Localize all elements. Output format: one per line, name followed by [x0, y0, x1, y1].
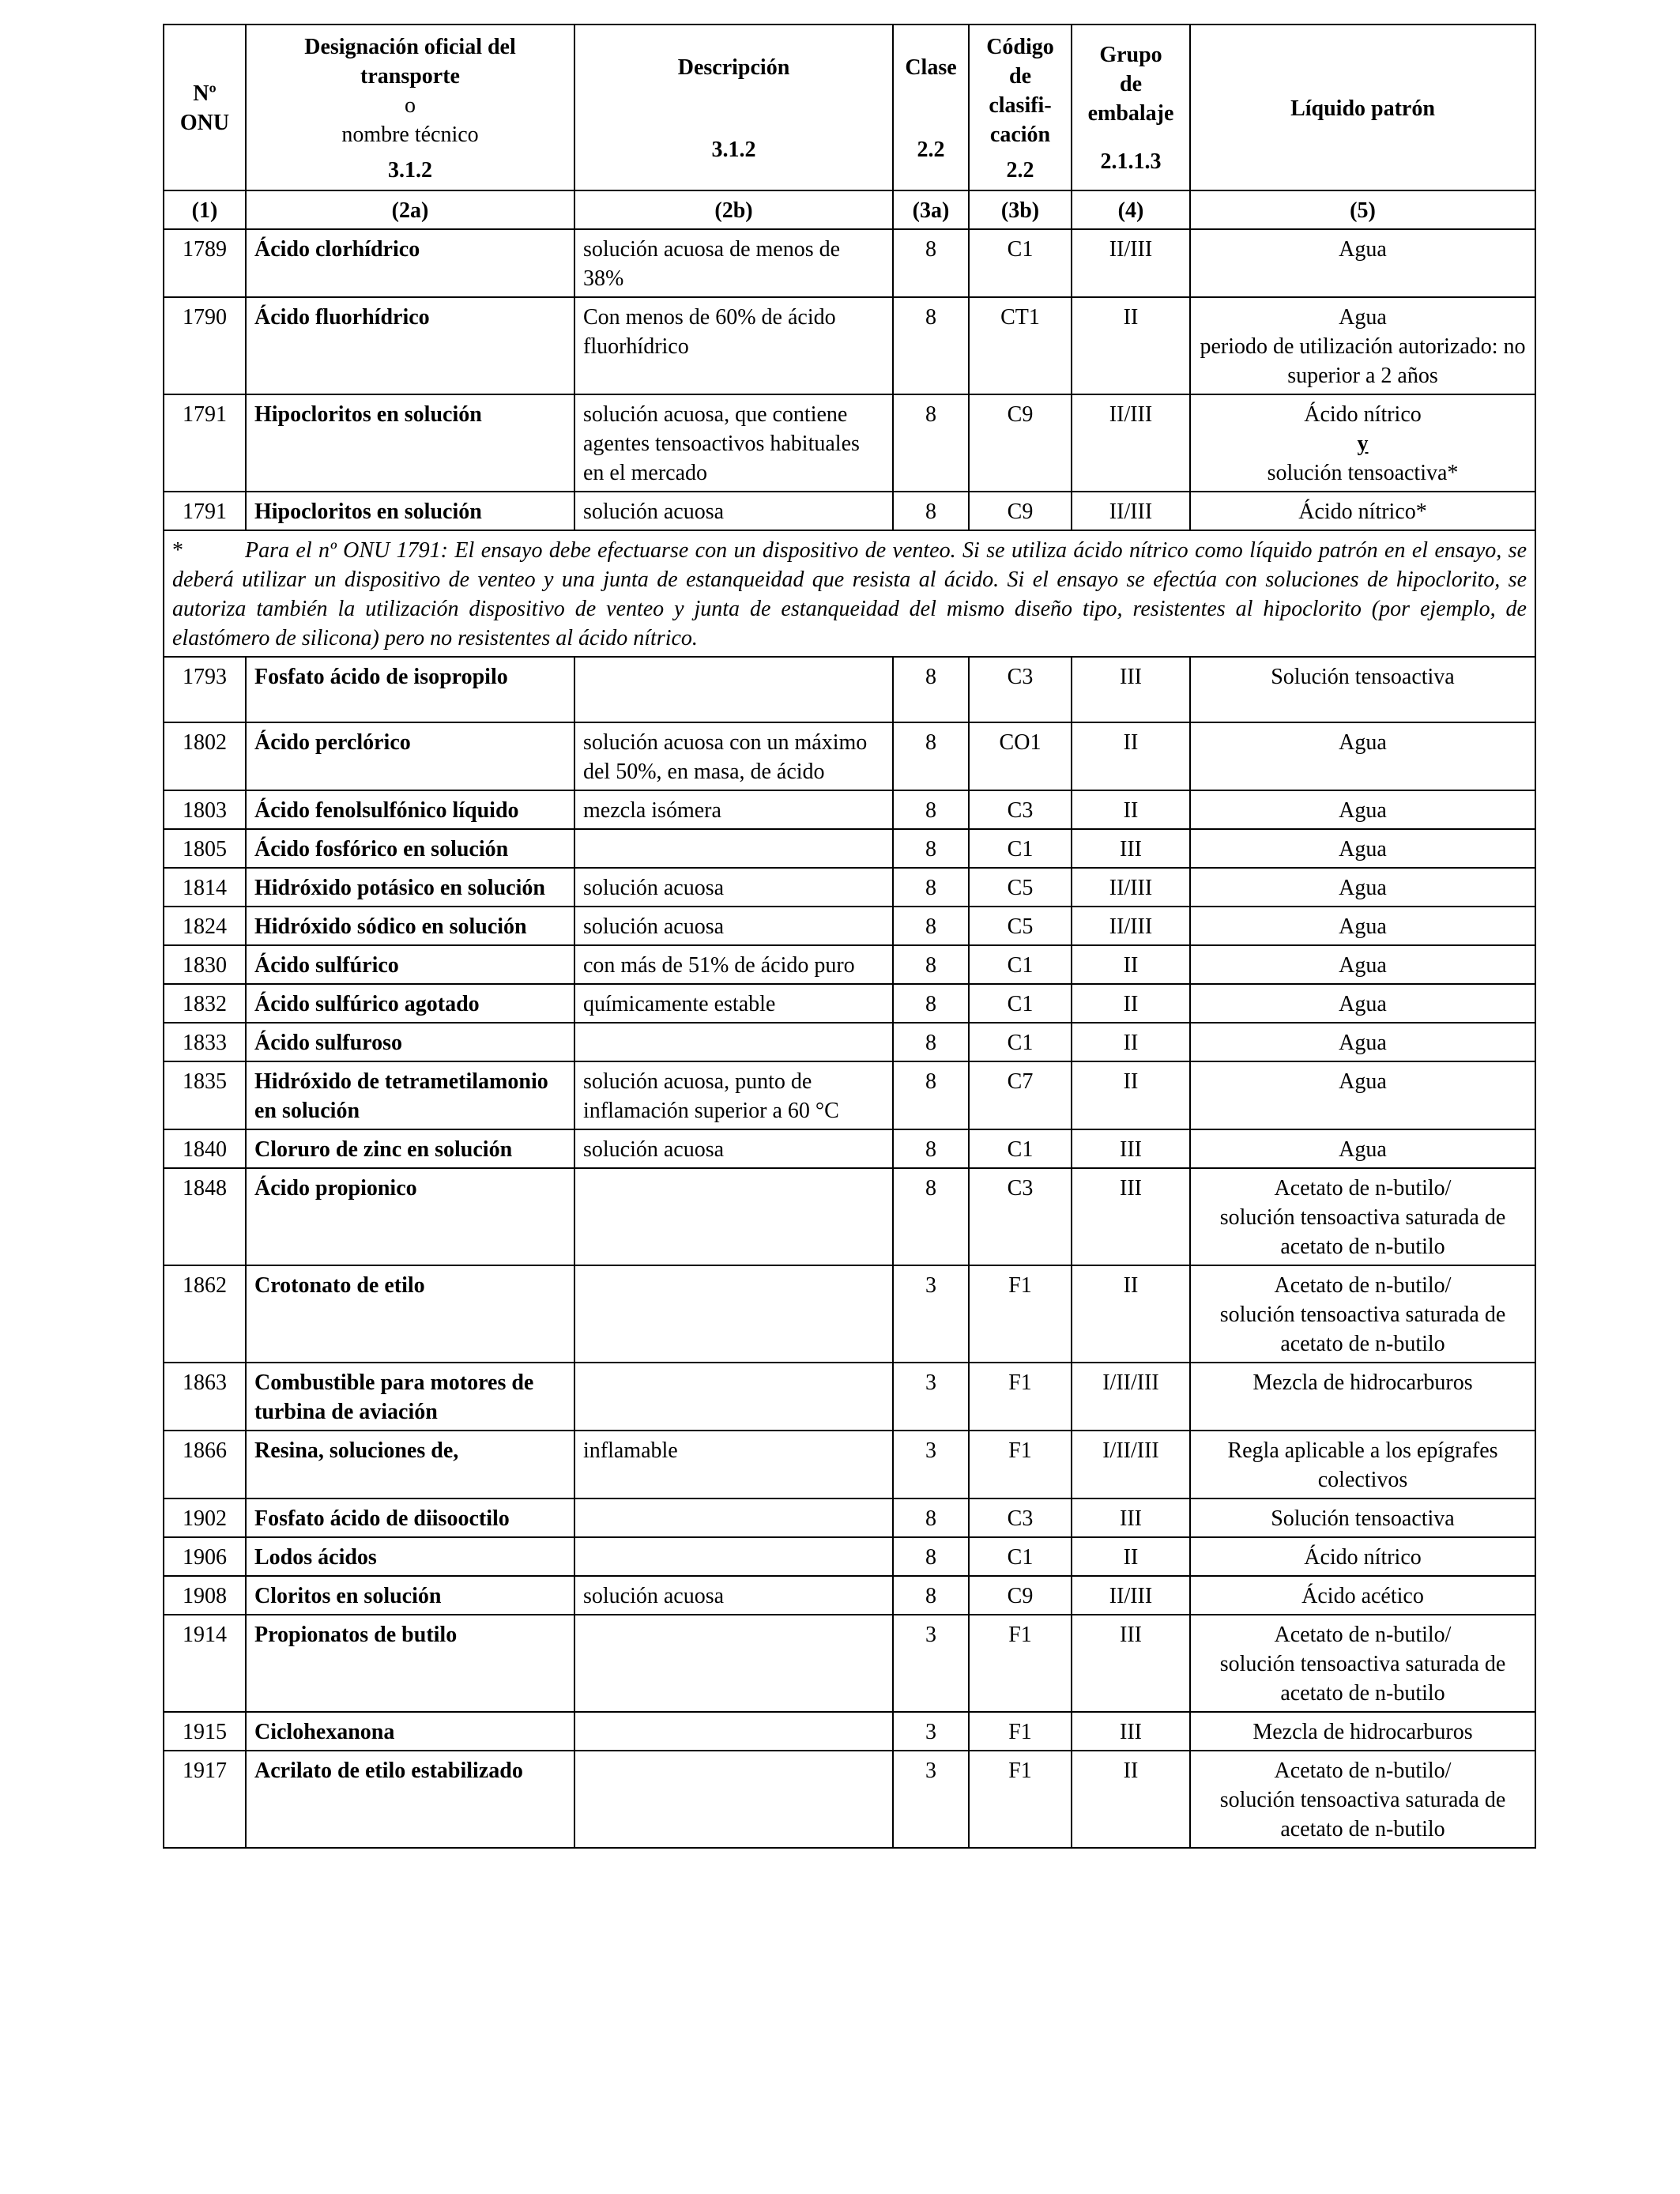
cell-clase: 3: [893, 1751, 969, 1848]
liquido-line: Agua: [1339, 914, 1387, 939]
liquido-line: solución tensoactiva saturada de acetato de n-butilo: [1219, 1652, 1506, 1706]
cell-grupo: II: [1072, 1537, 1190, 1576]
note-row: [164, 530, 1535, 657]
col-num: (2a): [246, 190, 574, 229]
liquido-line: Solución tensoactiva: [1271, 1506, 1455, 1531]
cell-codigo: C9: [969, 1576, 1072, 1615]
cell-clase: 3: [893, 1712, 969, 1751]
cell-codigo: F1: [969, 1431, 1072, 1498]
cell-designacion: Cloritos en solución: [246, 1576, 574, 1615]
cell-grupo: III: [1072, 1129, 1190, 1168]
liquido-line: Acetato de n-butilo/: [1274, 1273, 1452, 1298]
cell-codigo: C1: [969, 1537, 1072, 1576]
cell-descripcion: solución acuosa de menos de 38%: [574, 229, 893, 297]
footnote-marker: *: [172, 538, 183, 563]
cell-designacion: Fosfato ácido de isopropilo: [246, 657, 574, 722]
cell-descripcion: [574, 1712, 893, 1751]
cell-liquido: [1190, 1129, 1535, 1168]
table-row: [164, 829, 1535, 868]
cell-designacion: Ácido sulfúrico: [246, 945, 574, 984]
cell-designacion: Hidróxido potásico en solución: [246, 868, 574, 907]
cell-designacion: Ciclohexanona: [246, 1712, 574, 1751]
cell-grupo: II/III: [1072, 868, 1190, 907]
dangerous-goods-table: [163, 24, 1536, 1849]
cell-grupo: II: [1072, 1751, 1190, 1848]
header-descripcion: Descripción 3.1.2: [574, 25, 893, 190]
cell-grupo: II/III: [1072, 492, 1190, 530]
table-row: [164, 1265, 1535, 1363]
cell-grupo: II/III: [1072, 907, 1190, 945]
header-row: [164, 25, 1535, 190]
cell-onu: 1791: [164, 492, 246, 530]
cell-liquido: [1190, 945, 1535, 984]
liquido-line: solución tensoactiva saturada de acetato de n-butilo: [1219, 1205, 1506, 1259]
cell-grupo: II: [1072, 984, 1190, 1023]
col-num: (2b): [574, 190, 893, 229]
liquido-line: Solución tensoactiva: [1271, 665, 1455, 689]
col-num: (5): [1190, 190, 1535, 229]
cell-grupo: III: [1072, 1498, 1190, 1537]
header-designacion: Designación oficial del transporte o nombre técnico 3.1.2: [246, 25, 574, 190]
cell-clase: 3: [893, 1363, 969, 1431]
cell-liquido: [1190, 1537, 1535, 1576]
cell-designacion: Ácido fenolsulfónico líquido: [246, 790, 574, 829]
cell-designacion: Hidróxido sódico en solución: [246, 907, 574, 945]
cell-codigo: F1: [969, 1751, 1072, 1848]
cell-clase: 8: [893, 1129, 969, 1168]
cell-liquido: [1190, 722, 1535, 790]
cell-liquido: [1190, 1498, 1535, 1537]
liquido-line: Acetato de n-butilo/: [1274, 1623, 1452, 1647]
cell-designacion: Hidróxido de tetrametilamonio en solución: [246, 1061, 574, 1129]
cell-onu: 1832: [164, 984, 246, 1023]
cell-codigo: F1: [969, 1615, 1072, 1712]
liquido-line: Agua: [1339, 992, 1387, 1016]
cell-grupo: III: [1072, 1168, 1190, 1265]
liquido-line: Agua: [1339, 837, 1387, 861]
cell-codigo: C9: [969, 492, 1072, 530]
cell-onu: 1914: [164, 1615, 246, 1712]
cell-clase: 8: [893, 297, 969, 394]
cell-clase: 8: [893, 1061, 969, 1129]
cell-grupo: I/II/III: [1072, 1363, 1190, 1431]
cell-liquido: [1190, 1712, 1535, 1751]
table-row: [164, 945, 1535, 984]
cell-liquido: [1190, 907, 1535, 945]
cell-codigo: F1: [969, 1265, 1072, 1363]
cell-designacion: Cloruro de zinc en solución: [246, 1129, 574, 1168]
footnote-text: Para el nº ONU 1791: El ensayo debe efectuarse con un dispositivo de venteo. Si se utiliza ácido nítrico como líquido patrón en el ensayo, se deberá utilizar un dispositivo de venteo y una junta de estanqueidad que resista al ácido. Si el ensayo se efectúa con soluciones de hipoclorito, se autoriza también la utilización dispositivo de venteo y junta de estanqueidad del mismo diseño tipo, resistentes al hipoclorito (por ejemplo, de elastómero de silicona) pero no resistentes al ácido nítrico.: [172, 538, 1527, 650]
cell-codigo: F1: [969, 1363, 1072, 1431]
table-row: [164, 1712, 1535, 1751]
cell-grupo: III: [1072, 657, 1190, 722]
cell-designacion: Crotonato de etilo: [246, 1265, 574, 1363]
cell-codigo: C7: [969, 1061, 1072, 1129]
cell-liquido: [1190, 1751, 1535, 1848]
table-row: [164, 1168, 1535, 1265]
cell-clase: 8: [893, 1576, 969, 1615]
cell-descripcion: [574, 1537, 893, 1576]
cell-onu: 1814: [164, 868, 246, 907]
cell-onu: 1824: [164, 907, 246, 945]
header-onu: Nº ONU: [164, 25, 246, 190]
header-liquido: Líquido patrón: [1190, 25, 1535, 190]
liquido-line: Agua: [1339, 237, 1387, 262]
cell-descripcion: solución acuosa: [574, 492, 893, 530]
cell-codigo: C3: [969, 790, 1072, 829]
liquido-line: Ácido nítrico: [1304, 1545, 1422, 1570]
cell-grupo: II: [1072, 722, 1190, 790]
cell-clase: 8: [893, 1168, 969, 1265]
cell-liquido: [1190, 1265, 1535, 1363]
cell-liquido: [1190, 492, 1535, 530]
cell-descripcion: químicamente estable: [574, 984, 893, 1023]
note-section: [164, 530, 1535, 657]
liquido-line: Agua: [1339, 730, 1387, 755]
liquido-line: Mezcla de hidrocarburos: [1252, 1720, 1473, 1744]
cell-descripcion: solución acuosa: [574, 907, 893, 945]
cell-descripcion: [574, 1265, 893, 1363]
cell-onu: 1902: [164, 1498, 246, 1537]
cell-descripcion: Con menos de 60% de ácido fluorhídrico: [574, 297, 893, 394]
cell-onu: 1917: [164, 1751, 246, 1848]
cell-grupo: I/II/III: [1072, 1431, 1190, 1498]
cell-designacion: Ácido fosfórico en solución: [246, 829, 574, 868]
cell-onu: 1802: [164, 722, 246, 790]
cell-designacion: Lodos ácidos: [246, 1537, 574, 1576]
cell-liquido: [1190, 1061, 1535, 1129]
table-row: [164, 657, 1535, 722]
cell-codigo: C9: [969, 394, 1072, 492]
table-row: [164, 907, 1535, 945]
cell-codigo: CT1: [969, 297, 1072, 394]
cell-designacion: Hipocloritos en solución: [246, 492, 574, 530]
cell-designacion: Ácido propionico: [246, 1168, 574, 1265]
cell-grupo: II: [1072, 297, 1190, 394]
cell-grupo: II: [1072, 1061, 1190, 1129]
liquido-line: Regla aplicable a los epígrafes colectivos: [1227, 1438, 1498, 1492]
cell-liquido: [1190, 868, 1535, 907]
cell-clase: 8: [893, 1537, 969, 1576]
table-row: [164, 1129, 1535, 1168]
header-clase: Clase 2.2: [893, 25, 969, 190]
cell-codigo: F1: [969, 1712, 1072, 1751]
cell-descripcion: [574, 1751, 893, 1848]
liquido-line: Acetato de n-butilo/: [1274, 1176, 1452, 1201]
cell-codigo: C1: [969, 1129, 1072, 1168]
cell-descripcion: [574, 1023, 893, 1061]
cell-liquido: [1190, 657, 1535, 722]
table-row: [164, 1751, 1535, 1848]
col-num: (1): [164, 190, 246, 229]
cell-onu: 1803: [164, 790, 246, 829]
cell-clase: 8: [893, 1023, 969, 1061]
liquido-line: solución tensoactiva saturada de acetato de n-butilo: [1219, 1788, 1506, 1842]
cell-onu: 1906: [164, 1537, 246, 1576]
cell-clase: 8: [893, 492, 969, 530]
cell-onu: 1908: [164, 1576, 246, 1615]
cell-codigo: C1: [969, 229, 1072, 297]
liquido-line: Agua: [1339, 1137, 1387, 1162]
cell-clase: 8: [893, 1498, 969, 1537]
cell-grupo: II/III: [1072, 229, 1190, 297]
cell-codigo: C1: [969, 945, 1072, 984]
cell-grupo: III: [1072, 829, 1190, 868]
table-row: [164, 229, 1535, 297]
table-row: [164, 722, 1535, 790]
cell-codigo: C5: [969, 868, 1072, 907]
cell-descripcion: solución acuosa: [574, 1129, 893, 1168]
liquido-line: solución tensoactiva*: [1267, 461, 1459, 485]
cell-clase: 8: [893, 790, 969, 829]
liquido-line: Agua: [1339, 1069, 1387, 1094]
cell-liquido: [1190, 829, 1535, 868]
cell-descripcion: solución acuosa con un máximo del 50%, en masa, de ácido: [574, 722, 893, 790]
cell-descripcion: [574, 657, 893, 722]
cell-clase: 8: [893, 945, 969, 984]
cell-liquido: [1190, 1615, 1535, 1712]
cell-descripcion: [574, 1498, 893, 1537]
table-body-b: [164, 657, 1535, 1848]
cell-onu: 1863: [164, 1363, 246, 1431]
cell-liquido: [1190, 1576, 1535, 1615]
cell-onu: 1790: [164, 297, 246, 394]
cell-onu: 1866: [164, 1431, 246, 1498]
cell-codigo: C3: [969, 1498, 1072, 1537]
cell-onu: 1830: [164, 945, 246, 984]
liquido-line: Ácido nítrico*: [1298, 499, 1427, 524]
cell-onu: 1835: [164, 1061, 246, 1129]
cell-descripcion: solución acuosa, punto de inflamación superior a 60 °C: [574, 1061, 893, 1129]
cell-grupo: II/III: [1072, 394, 1190, 492]
cell-descripcion: inflamable: [574, 1431, 893, 1498]
liquido-line: Agua: [1339, 798, 1387, 823]
cell-descripcion: [574, 1615, 893, 1712]
cell-onu: 1915: [164, 1712, 246, 1751]
table-row: [164, 297, 1535, 394]
header-codigo: Código de clasifi- cación 2.2: [969, 25, 1072, 190]
table-row: [164, 1431, 1535, 1498]
cell-descripcion: solución acuosa: [574, 1576, 893, 1615]
liquido-line: Agua: [1339, 305, 1387, 330]
cell-designacion: Fosfato ácido de diisooctilo: [246, 1498, 574, 1537]
cell-codigo: C5: [969, 907, 1072, 945]
column-number-row: [164, 190, 1535, 229]
cell-descripcion: [574, 1168, 893, 1265]
cell-descripcion: solución acuosa, que contiene agentes tensoactivos habituales en el mercado: [574, 394, 893, 492]
cell-designacion: Combustible para motores de turbina de aviación: [246, 1363, 574, 1431]
cell-liquido: [1190, 984, 1535, 1023]
cell-designacion: Ácido fluorhídrico: [246, 297, 574, 394]
liquido-line: y: [1357, 432, 1369, 456]
liquido-line: Ácido nítrico: [1304, 402, 1422, 427]
table-row: [164, 868, 1535, 907]
cell-liquido: [1190, 297, 1535, 394]
cell-clase: 8: [893, 229, 969, 297]
table-row: [164, 492, 1535, 530]
cell-designacion: Acrilato de etilo estabilizado: [246, 1751, 574, 1848]
cell-clase: 3: [893, 1431, 969, 1498]
col-num: (4): [1072, 190, 1190, 229]
cell-codigo: C1: [969, 1023, 1072, 1061]
table-body-a: [164, 229, 1535, 530]
table-row: [164, 1576, 1535, 1615]
cell-liquido: [1190, 790, 1535, 829]
table-row: [164, 1061, 1535, 1129]
footnote: [164, 530, 1535, 657]
cell-clase: 8: [893, 657, 969, 722]
liquido-line: Acetato de n-butilo/: [1274, 1759, 1452, 1783]
liquido-line: Mezcla de hidrocarburos: [1252, 1370, 1473, 1395]
cell-designacion: Ácido clorhídrico: [246, 229, 574, 297]
cell-clase: 8: [893, 868, 969, 907]
table-row: [164, 1023, 1535, 1061]
liquido-line: Agua: [1339, 953, 1387, 978]
liquido-line: Ácido acético: [1301, 1584, 1424, 1608]
cell-descripcion: [574, 1363, 893, 1431]
cell-descripcion: solución acuosa: [574, 868, 893, 907]
header-grupo: Grupo de embalaje 2.1.1.3: [1072, 25, 1190, 190]
liquido-line: solución tensoactiva saturada de acetato de n-butilo: [1219, 1302, 1506, 1356]
cell-onu: 1840: [164, 1129, 246, 1168]
cell-grupo: II: [1072, 1023, 1190, 1061]
cell-clase: 8: [893, 829, 969, 868]
cell-clase: 3: [893, 1265, 969, 1363]
cell-onu: 1833: [164, 1023, 246, 1061]
cell-grupo: III: [1072, 1712, 1190, 1751]
cell-grupo: II: [1072, 790, 1190, 829]
liquido-line: Agua: [1339, 876, 1387, 900]
cell-grupo: II/III: [1072, 1576, 1190, 1615]
cell-liquido: [1190, 1168, 1535, 1265]
cell-descripcion: mezcla isómera: [574, 790, 893, 829]
table-row: [164, 1363, 1535, 1431]
cell-clase: 8: [893, 907, 969, 945]
cell-designacion: Ácido sulfúrico agotado: [246, 984, 574, 1023]
cell-designacion: Propionatos de butilo: [246, 1615, 574, 1712]
cell-codigo: CO1: [969, 722, 1072, 790]
cell-designacion: Hipocloritos en solución: [246, 394, 574, 492]
cell-liquido: [1190, 229, 1535, 297]
cell-clase: 8: [893, 722, 969, 790]
col-num: (3a): [893, 190, 969, 229]
cell-clase: 3: [893, 1615, 969, 1712]
cell-codigo: C3: [969, 657, 1072, 722]
table-row: [164, 394, 1535, 492]
cell-liquido: [1190, 1431, 1535, 1498]
table-row: [164, 984, 1535, 1023]
table-row: [164, 1615, 1535, 1712]
cell-descripcion: [574, 829, 893, 868]
cell-liquido: [1190, 394, 1535, 492]
cell-grupo: III: [1072, 1615, 1190, 1712]
cell-onu: 1789: [164, 229, 246, 297]
col-num: (3b): [969, 190, 1072, 229]
cell-designacion: Ácido sulfuroso: [246, 1023, 574, 1061]
cell-designacion: Ácido perclórico: [246, 722, 574, 790]
cell-codigo: C1: [969, 984, 1072, 1023]
cell-grupo: II: [1072, 945, 1190, 984]
liquido-line: Agua: [1339, 1031, 1387, 1055]
cell-onu: 1791: [164, 394, 246, 492]
cell-liquido: [1190, 1363, 1535, 1431]
cell-clase: 8: [893, 984, 969, 1023]
cell-onu: 1862: [164, 1265, 246, 1363]
liquido-line: periodo de utilización autorizado: no superior a 2 años: [1200, 334, 1526, 388]
table-row: [164, 1498, 1535, 1537]
cell-onu: 1805: [164, 829, 246, 868]
cell-onu: 1793: [164, 657, 246, 722]
cell-descripcion: con más de 51% de ácido puro: [574, 945, 893, 984]
table-row: [164, 1537, 1535, 1576]
table-row: [164, 790, 1535, 829]
cell-clase: 8: [893, 394, 969, 492]
cell-grupo: II: [1072, 1265, 1190, 1363]
cell-codigo: C1: [969, 829, 1072, 868]
cell-designacion: Resina, soluciones de,: [246, 1431, 574, 1498]
cell-codigo: C3: [969, 1168, 1072, 1265]
cell-onu: 1848: [164, 1168, 246, 1265]
cell-liquido: [1190, 1023, 1535, 1061]
